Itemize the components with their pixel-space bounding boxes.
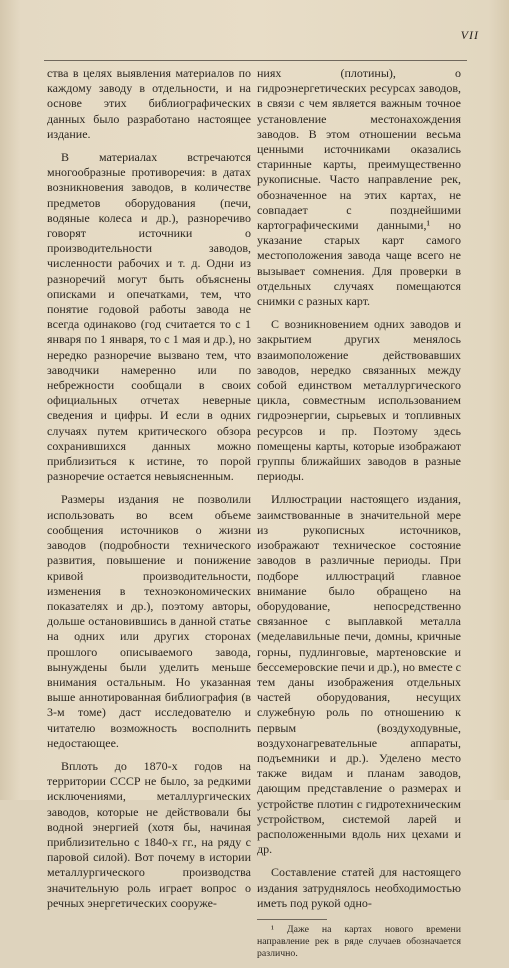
paragraph: ниях (плотины), о гидроэнергетических ресурсах заводов, в связи с чем является важным точное установление местонахождения заводов. В этом отношении весьма ценными источниками оказались старинные карты, преимущественно рукописные. Часто направление рек, обозначенное на этих картах, не совпадает с позднейшими картографическими данными,¹ но указание старых карт самого местоположения завода чаще всего не вызывает сомнения. Для проверки в отдельных случаях помещаются снимки с разных карт.: [257, 66, 461, 309]
left-column: [47, 66, 251, 919]
paragraph: Размеры издания не позволили использовать во всем объеме сообщения источников о жизни заводов (подробности технического развития, повышение и понижение кривой производительности, изменения в техноэкономических показателях и др.), поэтому авторы, дольше остановившись в данной статье на одних или других сторонах прошлого описываемого завода, вынуждены были уделить меньше внимания остальным. Но указанная выше аннотированная библиография (в 3-м томе) даст исследователю и читателю возможность восполнить недостающее.: [47, 492, 251, 750]
paragraph: Вплоть до 1870-х годов на территории СССР не было, за редкими исключениями, металлургических заводов, которые не действовали бы водной энергией (хотя бы, начиная приблизительно с 1840-х гг., на ряду с паровой силой). Вот почему в истории металлургического производства значительную роль играет вопрос о речных энергетических сооруже-: [47, 758, 251, 910]
paragraph: Составление статей для настоящего издания затруднялось необходимостью иметь под рукой одно-: [257, 865, 461, 910]
header-rule: [44, 60, 467, 61]
paragraph: Иллюстрации настоящего издания, заимствованные в значительной мере из рукописных источников, изображают техническое состояние заводов в различные периоды. При подборе иллюстраций главное внимание было обращено на оборудование, непосредственно связанное с выплавкой металла (меделавильные печи, домны, кричные горны, пудлинговые, мартеновские и бессемеровские печи и др.), но вместе с тем даны изображения отдельных частей оборудования, несущих служебную роль по отношению к первым (воздуходувные, воздухонагревательные аппараты, подъемники и др.). Уделено место также видам и планам заводов, дающим представление о размерах и устройстве плотин с гидротехническим устройством, системой ларей и расположенными вдоль них цехами и др.: [257, 492, 461, 857]
paragraph: С возникновением одних заводов и закрытием других менялось взаимоположение действовавших заводов, нередко связанных между собой единством металлургического цикла, совместным использованием гидроэнергии, сырьевых и топливных ресурсов и пр. Поэтому здесь помещены карты, которые изображают группы ближайших заводов в разные периоды.: [257, 317, 461, 484]
footnote: ¹ Даже на картах нового времени направление рек в ряде случаев обозначается различно.: [257, 923, 461, 959]
paragraph: В материалах встречаются многообразные противоречия: в датах возникновения заводов, в количестве предметов оборудования (печи, водяные колеса и др.), разноречиво говорят источники о производительности заводов, численности рабочих и т. д. Одни из разноречий могут быть объяснены описками и опечатками, тем, что понятие годовой работы завода не всегда одинаково (год считается то с 1 января по 1 января, то с 1 мая и др.), но нередко разноречие вызвано тем, что заводчики намеренно или по небрежности сообщали в своих официальных отчетах неверные сведения и цифры. И если в одних случаях путем критического обзора сохранившихся данных можно приблизиться к истине, то порой разноречие остается невыясненным.: [47, 150, 251, 484]
right-column: [257, 66, 461, 968]
page-number: VII: [460, 28, 479, 42]
footnote-rule: [257, 919, 327, 920]
paragraph: ства в целях выявления материалов по каждому заводу в отдельности, и на основе этих библиографических данных было разработано настоящее издание.: [47, 66, 251, 141]
